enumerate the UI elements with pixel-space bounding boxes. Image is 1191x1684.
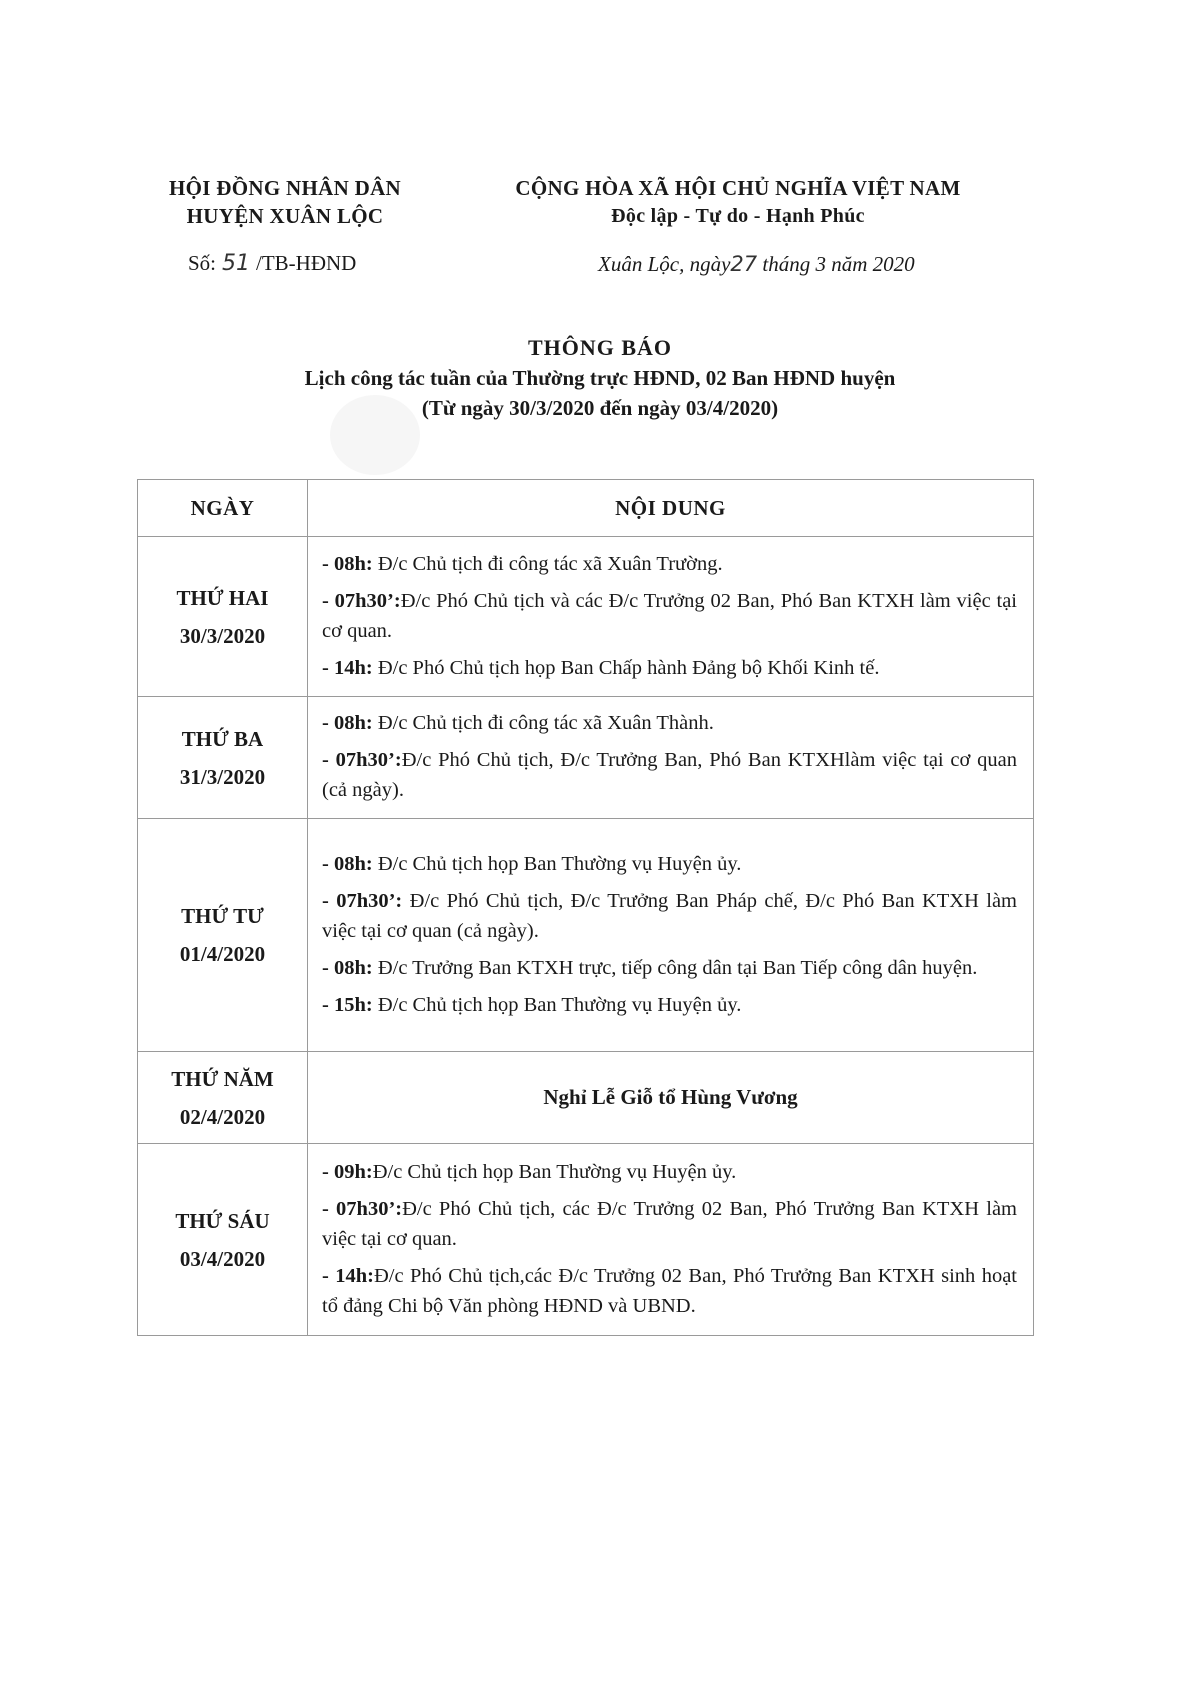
table-row [138,537,1034,697]
item-text: Đ/c Chủ tịch họp Ban Thường vụ Huyện ủy. [372,852,742,875]
item-text: Đ/c Trưởng Ban KTXH trực, tiếp công dân tại Ban Tiếp công dân huyện. [372,956,978,979]
item-text: Đ/c Phó Chủ tịch, Đ/c Trưởng Ban Pháp chế, Đ/c Phó Ban KTXH làm việc tại cơ quan (cả ngày). [322,889,1017,942]
weekday: THỨ TƯ [181,904,264,928]
number-suffix: /TB-HĐND [256,251,357,275]
org-name-line2: HUYỆN XUÂN LỘC [186,204,384,228]
item-text: Đ/c Phó Chủ tịch họp Ban Chấp hành Đảng bộ Khối Kinh tế. [372,656,880,679]
item-time: - 07h30’: [322,589,401,612]
item-time: - 14h: [322,656,373,679]
nation-name: CỘNG HÒA XÃ HỘI CHỦ NGHĨA VIỆT NAM [515,176,961,200]
weekday: THỨ HAI [176,585,269,610]
table-row [138,1144,1034,1336]
weekday: THỨ NĂM [171,1066,274,1091]
schedule-item [322,549,1017,579]
date: 30/3/2020 [179,623,266,648]
item-time: - 07h30’: [322,1197,403,1220]
national-header [478,174,998,230]
item-time: - 08h: [322,956,373,979]
table-row [138,1052,1034,1144]
day-cell [138,1144,308,1336]
notice-title-block [160,333,1040,423]
content-cell [308,819,1034,1052]
item-time: - 15h: [322,993,373,1016]
schedule-item [322,745,1017,805]
weekday: THỨ SÁU [175,1208,270,1233]
issuing-organization [140,174,430,230]
handwritten-number: 51 [222,251,251,276]
notice-title: THÔNG BÁO [527,335,673,360]
item-time: - 08h: [322,712,373,734]
schedule-item [322,849,1017,879]
item-text: Đ/c Chủ tịch họp Ban Thường vụ Huyện ủy. [372,1160,737,1183]
holiday-cell: Nghỉ Lễ Giỗ tổ Hùng Vương [308,1052,1034,1144]
content-cell [308,697,1034,819]
day-cell [138,537,308,697]
item-time: - 08h: [322,552,373,575]
table-row [138,819,1034,1052]
national-motto: Độc lập - Tự do - Hạnh Phúc [611,205,865,227]
day-cell [138,697,308,819]
schedule-item [322,953,1017,983]
item-text: Đ/c Phó Chủ tịch, các Đ/c Trưởng 02 Ban, Phó Trưởng Ban KTXH làm việc tại cơ quan. [322,1197,1017,1250]
item-time: - 14h: [322,1264,374,1287]
content-cell [308,537,1034,697]
item-time: - 08h: [322,852,373,875]
schedule-item [322,586,1017,646]
date-prefix: Xuân Lộc, ngày [598,252,731,276]
item-time: - 09h: [322,1160,373,1183]
day-cell [138,1052,308,1144]
date-suffix: tháng 3 năm 2020 [762,252,915,276]
item-text: Đ/c Chủ tịch đi công tác xã Xuân Thành. [372,712,714,734]
schedule-item [322,886,1017,946]
org-name-line1: HỘI ĐỒNG NHÂN DÂN [168,176,402,200]
weekly-schedule-table [137,479,1034,1336]
item-text: Đ/c Phó Chủ tịch, Đ/c Trưởng Ban, Phó Ban KTXHlàm việc tại cơ quan (cả ngày). [322,749,1018,801]
schedule-item [322,653,1017,683]
document-date [598,252,915,277]
date: 02/4/2020 [179,1104,266,1129]
table-row [138,697,1034,819]
date: 01/4/2020 [179,942,266,966]
item-text: Đ/c Chủ tịch đi công tác xã Xuân Trường. [372,552,723,575]
weekday: THỨ BA [181,726,264,751]
schedule-item [322,1194,1017,1254]
schedule-item [322,990,1017,1020]
number-prefix: Số: [188,251,217,275]
day-cell [138,819,308,1052]
document-number [188,251,356,276]
date: 03/4/2020 [179,1246,266,1271]
notice-date-range: (Từ ngày 30/3/2020 đến ngày 03/4/2020) [421,396,779,420]
item-text: Đ/c Phó Chủ tịch,các Đ/c Trưởng 02 Ban, Phó Trưởng Ban KTXH sinh hoạt tổ đảng Chi bộ Văn phòng HĐND và UBND. [322,1264,1018,1317]
item-text: Đ/c Chủ tịch họp Ban Thường vụ Huyện ủy. [372,993,742,1016]
table-header-row [138,480,1034,537]
item-text: Đ/c Phó Chủ tịch và các Đ/c Trưởng 02 Ban, Phó Ban KTXH làm việc tại cơ quan. [322,589,1017,642]
schedule-item [322,708,1017,738]
header-content: NỘI DUNG [308,480,1034,537]
item-time: - 07h30’: [322,749,402,771]
schedule-item [322,1157,1017,1187]
item-time: - 07h30’: [322,889,403,912]
date: 31/3/2020 [179,764,266,789]
notice-subtitle: Lịch công tác tuần của Thường trực HĐND, 02 Ban HĐND huyện [304,366,896,390]
handwritten-day: 27 [730,252,758,276]
schedule-item [322,1261,1017,1321]
content-cell [308,1144,1034,1336]
header-day: NGÀY [138,480,308,537]
